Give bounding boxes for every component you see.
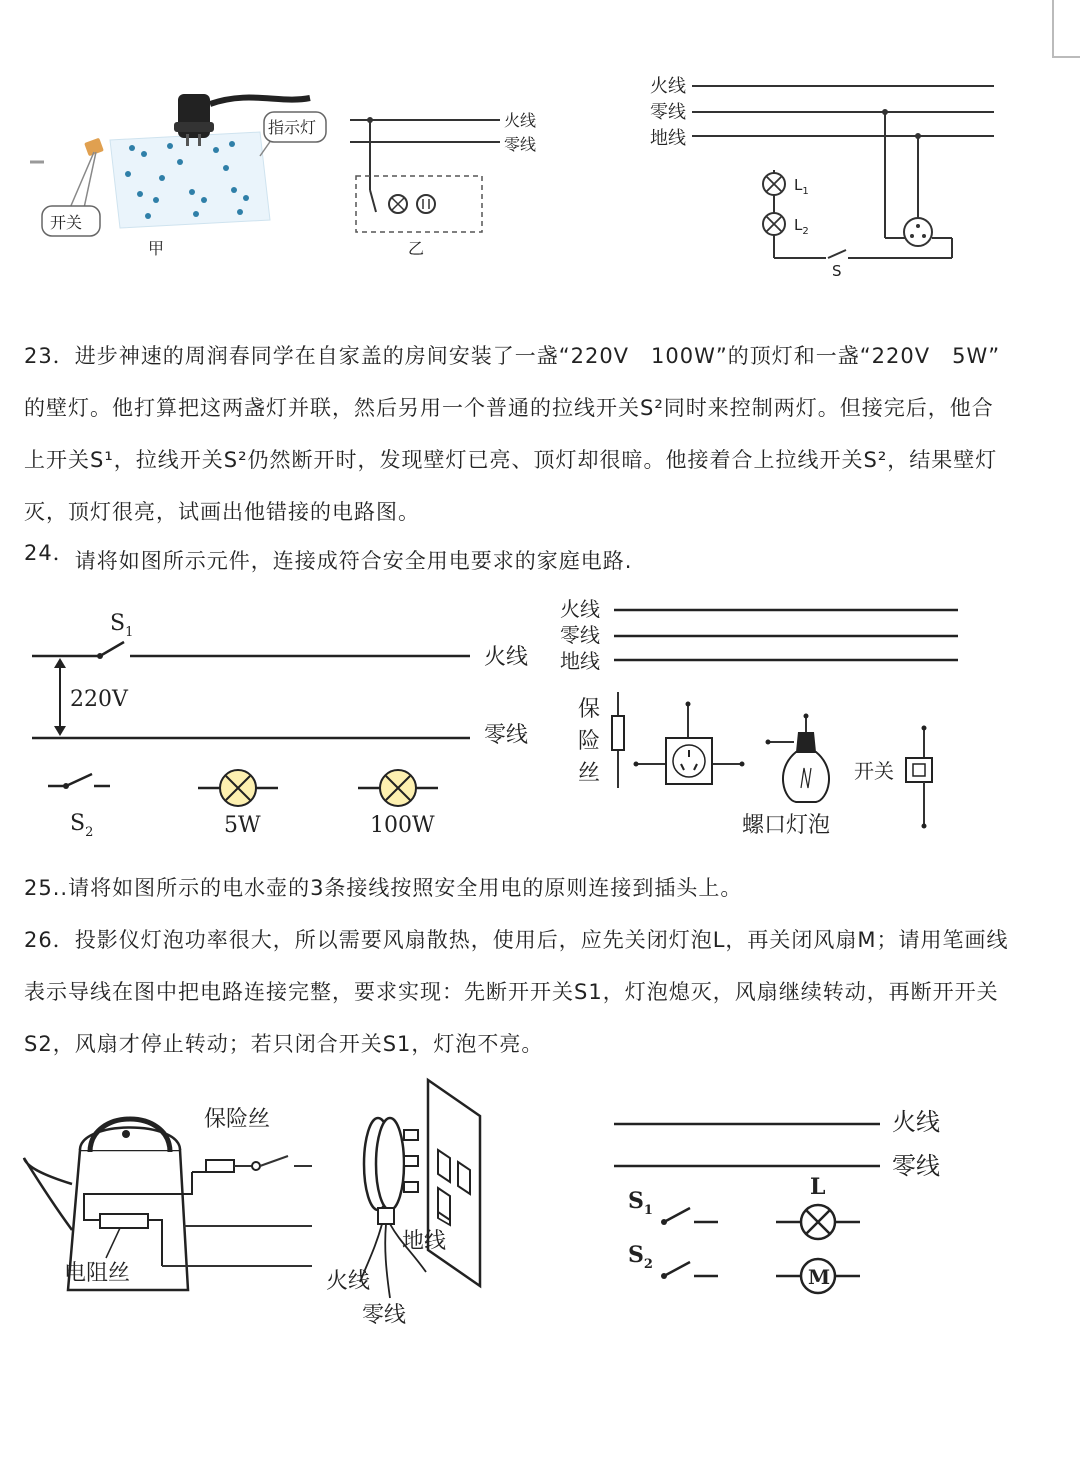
switch-label-24: 开关 — [854, 759, 894, 783]
question-26 — [24, 914, 1064, 1070]
neutral-label-24: 零线 — [484, 723, 529, 748]
lamp-100w-label: 100W — [370, 813, 435, 838]
resistor-label: 电阻丝 — [64, 1261, 131, 1286]
fuse-char-2: 险 — [578, 729, 601, 754]
live-label-26: 火线 — [892, 1108, 940, 1136]
live-label-24: 火线 — [484, 645, 529, 670]
tr-ground-label: 地线 — [650, 128, 686, 149]
s2-label-26: $S_2$ — [628, 1242, 653, 1272]
q23-line4: 灭，顶灯很亮，试画出他错接的电路图。 — [24, 500, 420, 524]
q23-line1: 23．进步神速的周润春同学在自家盖的房间安装了一盏“220V 100W”的顶灯和一盏“220V 5W” — [24, 344, 1001, 368]
lamp-5w-label: 5W — [224, 813, 261, 838]
s1-label-26: $S_1$ — [628, 1188, 653, 1218]
lamp-l2-label: $L_2$ — [794, 216, 809, 237]
label-switch: 开关 — [50, 213, 83, 232]
figure-lamps-socket — [650, 70, 1010, 280]
neutral-label-26: 零线 — [892, 1152, 940, 1180]
circuit-b — [350, 117, 500, 232]
q24-text: 请将如图所示元件，连接成符合安全用电要求的家庭电路. — [74, 549, 633, 573]
q24-number: 24． — [24, 541, 75, 565]
motor-m-label: M — [808, 1265, 831, 1289]
fuse-label-25: 保险丝 — [204, 1107, 271, 1132]
question-25 — [24, 862, 1064, 914]
q26-line2: 表示导线在图中把电路连接完整，要求实现：先断开开关S1，灯泡熄灭，风扇继续转动，再断开开关 — [24, 980, 999, 1004]
lamp-l1-label: $L_1$ — [794, 176, 809, 197]
caption-b: 乙 — [408, 239, 425, 258]
s2-label: $S_2$ — [70, 811, 94, 840]
s1-label: $S_1$ — [110, 611, 134, 640]
tr-neutral-label: 零线 — [650, 102, 686, 123]
r-live-label: 火线 — [560, 597, 600, 621]
ground-label-25: 地线 — [402, 1229, 447, 1254]
q23-line3: 上开关S¹，拉线开关S²仍然断开时，发现壁灯已亮、顶灯却很暗。他接着合上拉线开关S²，结果壁灯 — [24, 448, 998, 472]
tr-live-label: 火线 — [650, 76, 686, 97]
page-corner-mark — [1052, 0, 1080, 58]
switch-s-label: S — [832, 262, 842, 280]
q23-line2: 的壁灯。他打算把这两盏灯并联，然后另用一个普通的拉线开关S²同时来控制两灯。但接完后，他合 — [24, 396, 994, 420]
lamp-l-label: L — [810, 1174, 826, 1200]
fuse-char-3: 丝 — [578, 761, 601, 786]
live-label-25: 火线 — [326, 1269, 371, 1294]
b-live-label: 火线 — [504, 111, 537, 130]
label-indicator: 指示灯 — [268, 118, 317, 137]
figure-24-right — [560, 592, 980, 852]
caption-a: 甲 — [148, 239, 165, 258]
figure-plug — [320, 1076, 500, 1336]
q25-text: 25..请将如图所示的电水壶的3条接线按照安全用电的原则连接到插头上。 — [24, 876, 743, 900]
r-ground-label: 地线 — [560, 649, 600, 673]
q26-line3: S2，风扇才停止转动；若只闭合开关S1，灯泡不亮。 — [24, 1032, 544, 1056]
figure-24-left — [24, 600, 554, 850]
r-neutral-label: 零线 — [560, 623, 600, 647]
b-neutral-label: 零线 — [504, 135, 537, 154]
fuse-char-1: 保 — [578, 697, 601, 722]
neutral-label-25: 零线 — [362, 1303, 407, 1328]
question-24 — [24, 538, 1064, 584]
figure-26 — [610, 1100, 970, 1300]
bulb-label: 螺口灯泡 — [742, 813, 831, 838]
figure-power-strip — [20, 70, 540, 270]
voltage-label: 220V — [70, 687, 128, 712]
q26-line1: 26．投影仪灯泡功率很大，所以需要风扇散热，使用后，应先关闭灯泡L，再关闭风扇M；请用笔画线 — [24, 928, 1009, 952]
question-23 — [24, 330, 1064, 538]
